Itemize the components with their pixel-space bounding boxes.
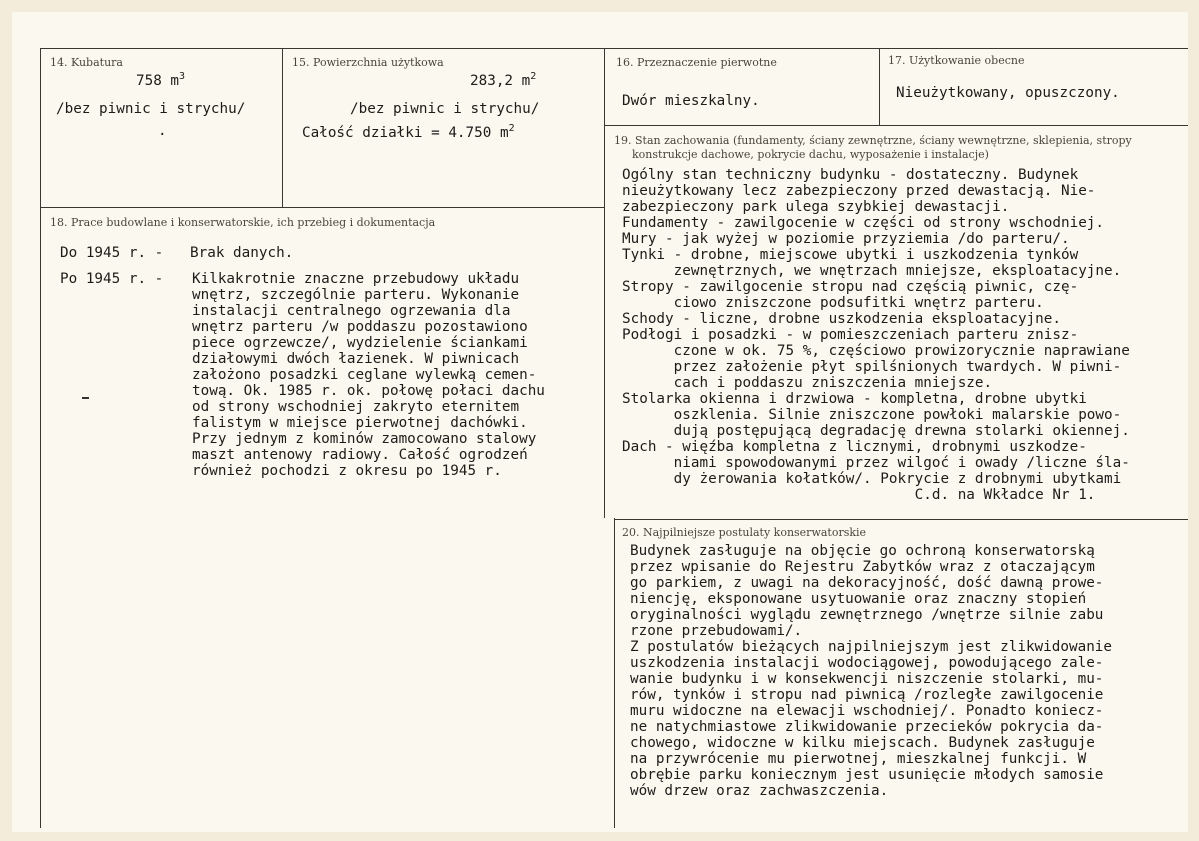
field18-label: 18. Prace budowlane i konserwatorskie, ich przebieg i dokumentacja	[50, 216, 436, 229]
field19-line: przez założenie płyt spilśnionych twardych. W piwni-	[622, 359, 1122, 375]
field20-text-block	[630, 543, 1112, 799]
field20-top-border	[614, 519, 1188, 520]
field20-line: uszkodzenia instalacji wodociągowej, powodującego zale-	[630, 655, 1104, 671]
field20-line: oryginalności wyglądu zewnętrznego /wnętrze silnie zabu	[630, 607, 1104, 623]
field15-label: 15. Powierzchnia użytkowa	[292, 56, 444, 69]
field18-text1: Brak danych.	[190, 245, 294, 261]
field19-line: Mury - jak wyżej w poziomie przyziemia /do parteru/.	[622, 231, 1070, 247]
field20-line: Z postulatów bieżących najpilniejszym jest zlikwidowanie	[630, 639, 1113, 655]
field20-line: wów drzew oraz zachwaszczenia.	[630, 783, 889, 799]
field18-line: Kilkakrotnie znaczne przebudowy układu	[192, 271, 520, 287]
field19-line: C.d. na Wkładce Nr 1.	[622, 487, 1096, 503]
field14-label: 14. Kubatura	[50, 56, 123, 69]
field15-total: Całość działki = 4.750 $m^2$	[302, 123, 515, 141]
divider-main-lower	[614, 518, 615, 828]
field18-line: od strony wschodniej zakryto eternitem	[192, 399, 520, 415]
field18-line: Przy jednym z kominów zamocowano stalowy	[192, 431, 537, 447]
field18-line: również pochodzi z okresu po 1945 r.	[192, 463, 502, 479]
field20-line: niencję, eksponowane usytuowanie oraz znaczny stopień	[630, 591, 1087, 607]
field19-text-block	[622, 167, 1130, 503]
field20-line: obrębie parku koniecznym jest usunięcie młodych samosie	[630, 767, 1104, 783]
field20-line: rzone przebudowami/.	[630, 623, 803, 639]
divider-16-17	[879, 48, 880, 125]
field19-line: Podłogi i posadzki - w pomieszczeniach parteru znisz-	[622, 327, 1079, 343]
field20-line: wanie budynku i w konsekwencji niszczenie stolarki, mu-	[630, 671, 1104, 687]
field20-line: ne natychmiastowe zlikwidowanie przecieków pokrycia da-	[630, 719, 1104, 735]
field19-line: dy żerowania kołatków/. Pokrycie z drobnymi ubytkami	[622, 471, 1122, 487]
field19-line: Ogólny stan techniczny budynku - dostateczny. Budynek	[622, 167, 1079, 183]
divider-14-15	[282, 48, 283, 207]
field20-line: muru widoczne na elewacji wschodniej/. Ponadto koniecz-	[630, 703, 1104, 719]
field19-label-line1: 19. Stan zachowania (fundamenty, ściany zewnętrzne, ściany wewnętrzne, sklepienia, stropy	[614, 134, 1132, 147]
field20-line: go parkiem, z uwagi na dekoracyjność, dość dawną prowe-	[630, 575, 1104, 591]
field18-line: maszt antenowy radiowy. Całość ogrodzeń	[192, 447, 528, 463]
field19-line: nieużytkowany lecz zabezpieczony przed dewastacją. Nie-	[622, 183, 1096, 199]
field19-line: niami spowodowanymi przez wilgoć i owady /liczne śla-	[622, 455, 1130, 471]
field14-dot: .	[158, 123, 167, 139]
field19-line: dują postępującą degradację drewna stolarki okiennej.	[622, 423, 1130, 439]
field18-text-block	[192, 271, 545, 479]
field19-top-border	[604, 125, 1188, 126]
field18-line: instalacji centralnego ogrzewania dla	[192, 303, 511, 319]
field19-line: zabezpieczony park ulega szybkiej dewastacji.	[622, 199, 1010, 215]
top-border	[40, 48, 1188, 49]
field15-value: 283,2 $m^2$	[470, 71, 537, 89]
field19-line: Stropy - zawilgocenie stropu nad częścią piwnic, czę-	[622, 279, 1079, 295]
left-border	[40, 48, 41, 828]
field19-line: cach i poddaszu zniszczenia mniejsze.	[622, 375, 993, 391]
field19-line: oszklenia. Silnie zniszczone powłoki malarskie powo-	[622, 407, 1122, 423]
field16-label: 16. Przeznaczenie pierwotne	[616, 56, 777, 69]
field18-year2: Po 1945 r. -	[60, 271, 164, 287]
field18-line: wnętrz, szczególnie parteru. Wykonanie	[192, 287, 520, 303]
field16-value: Dwór mieszkalny.	[622, 93, 760, 109]
field19-line: Schody - liczne, drobne uszkodzenia eksploatacyjne.	[622, 311, 1061, 327]
field18-line: piece ogrzewcze/, wydzielenie ściankami	[192, 335, 528, 351]
field14-value: 758 $m^3$	[136, 71, 186, 89]
row1-bottom-border-left	[40, 207, 604, 208]
field15-note: /bez piwnic i strychu/	[350, 101, 540, 117]
field20-line: rów, tynków i stropu nad piwnicą /rozległe zawilgocenie	[630, 687, 1104, 703]
divider-main	[604, 48, 605, 518]
field20-label: 20. Najpilniejsze postulaty konserwatorskie	[622, 526, 867, 539]
field17-value: Nieużytkowany, opuszczony.	[896, 85, 1120, 101]
field19-line: Dach - więźba kompletna z licznymi, drobnymi uszkodze-	[622, 439, 1087, 455]
stray-mark	[82, 397, 89, 399]
field19-line: zewnętrznych, we wnętrzach mniejsze, eksploatacyjne.	[622, 263, 1122, 279]
field20-line: przez wpisanie do Rejestru Zabytków wraz z otaczającym	[630, 559, 1095, 575]
field19-line: Tynki - drobne, miejscowe ubytki i uszkodzenia tynków	[622, 247, 1079, 263]
field18-line: wnętrz parteru /w poddaszu pozostawiono	[192, 319, 528, 335]
field18-line: tową. Ok. 1985 r. ok. połowę połaci dachu	[192, 383, 545, 399]
field20-line: Budynek zasługuje na objęcie go ochroną konserwatorską	[630, 543, 1095, 559]
field19-label-line2: konstrukcje dachowe, pokrycie dachu, wyposażenie i instalacje)	[632, 148, 989, 161]
field19-line: Stolarka okienna i drzwiowa - kompletna, drobne ubytki	[622, 391, 1087, 407]
field20-line: na przywrócenie mu pierwotnej, mieszkalnej funkcji. W	[630, 751, 1087, 767]
field19-line: Fundamenty - zawilgocenie w części od strony wschodniej.	[622, 215, 1105, 231]
field18-line: działowymi dwóch łazienek. W piwnicach	[192, 351, 520, 367]
field17-label: 17. Użytkowanie obecne	[888, 54, 1025, 67]
field18-line: falistym w miejsce pierwotnej dachówki.	[192, 415, 528, 431]
field20-line: chowego, widoczne w kilku miejscach. Budynek zasługuje	[630, 735, 1095, 751]
field19-line: czone w ok. 75 %, częściowo prowizorycznie naprawiane	[622, 343, 1130, 359]
field14-note: /bez piwnic i strychu/	[56, 101, 246, 117]
field18-line: założono posadzki ceglane wylewką cemen-	[192, 367, 537, 383]
field18-year1: Do 1945 r. -	[60, 245, 164, 261]
field19-line: ciowo zniszczone podsufitki wnętrz parteru.	[622, 295, 1044, 311]
